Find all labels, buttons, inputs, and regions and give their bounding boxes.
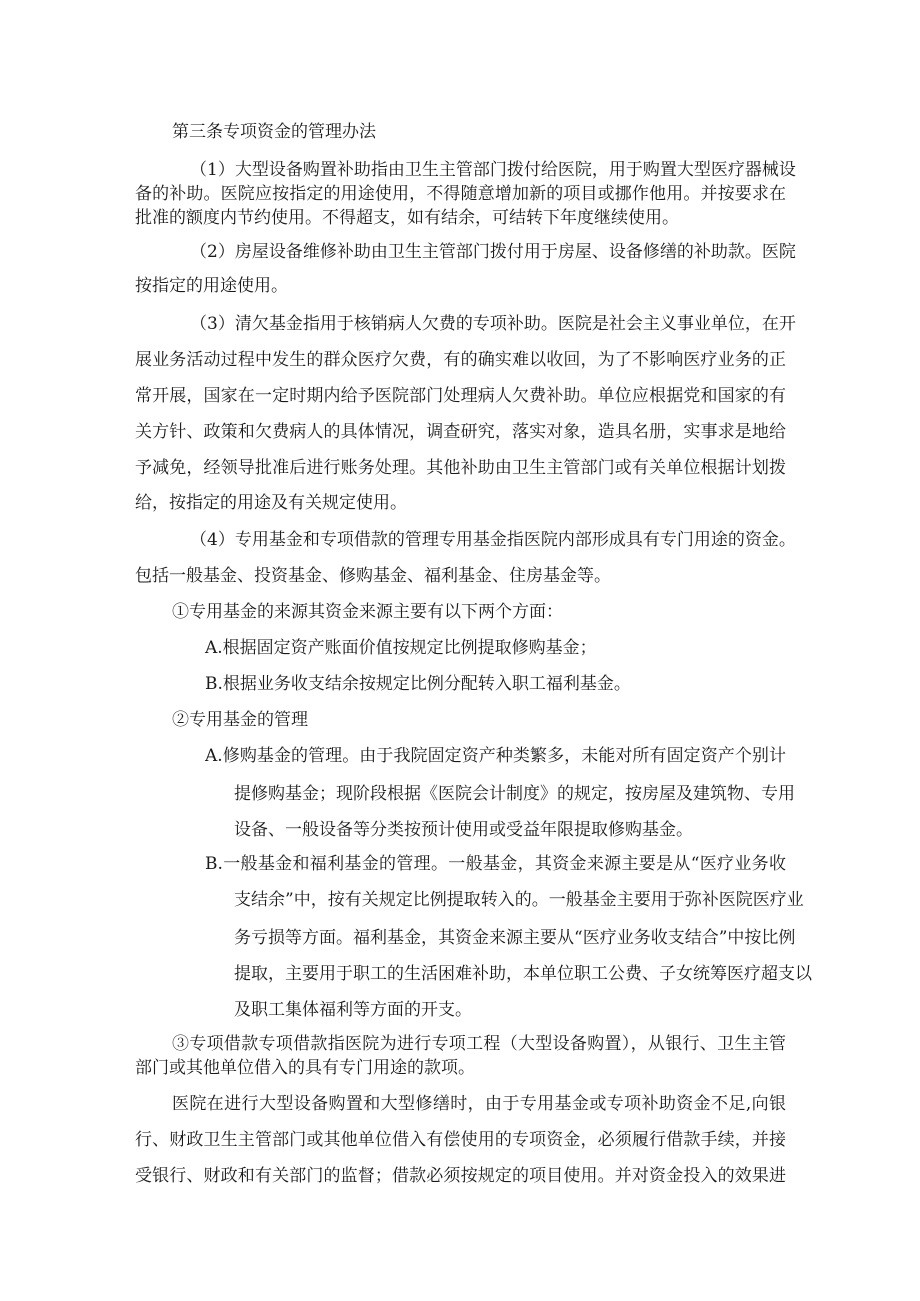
paragraph-line: 予减免，经领导批准后进行账务处理。其他补助由卫生主管部门或有关单位根据计划拨	[135, 458, 786, 478]
list-item: ①专用基金的来源其资金来源主要有以下两个方面：	[172, 602, 563, 622]
list-item-line: A.修购基金的管理。由于我院固定资产种类繁多，未能对所有固定资产个别计	[205, 746, 786, 766]
list-item: A.根据固定资产账面价值按规定比例提取修购基金；	[205, 638, 597, 658]
paragraph-line: ③专项借款专项借款指医院为进行专项工程（大型设备购置），从银行、卫生主管	[172, 1034, 786, 1054]
paragraph-line: （1）大型设备购置补助指由卫生主管部门拨付给医院，用于购置大型医疗器械设	[190, 160, 796, 180]
list-item-line: 提修购基金；现阶段根据《医院会计制度》的规定，按房屋及建筑物、专用	[234, 784, 795, 804]
paragraph-line: 医院在进行大型设备购置和大型修缮时，由于专用基金或专项补助资金不足,向银	[172, 1094, 786, 1114]
paragraph-line: （3）清欠基金指用于核销病人欠费的专项补助。医院是社会主义事业单位，在开	[190, 314, 796, 334]
paragraph-line: 行、财政卫生主管部门或其他单位借入有偿使用的专项资金，必须履行借款手续，并接	[135, 1130, 786, 1150]
paragraph-line: 备的补助。医院应按指定的用途使用，不得随意增加新的项目或挪作他用。并按要求在	[135, 184, 786, 204]
list-item-line: 及职工集体福利等方面的开支。	[234, 1000, 472, 1020]
list-item-line: 提取，主要用于职工的生活困难补助，本单位职工公费、子女统筹医疗超支以	[234, 964, 812, 984]
paragraph-line: 部门或其他单位借入的具有专门用途的款项。	[135, 1058, 475, 1078]
paragraph-line: 包括一般基金、投资基金、修购基金、福利基金、住房基金等。	[135, 566, 611, 586]
list-item-line: 支结余”中，按有关规定比例提取转入的。一般基金主要用于弥补医院医疗业	[234, 890, 804, 910]
paragraph-line: （2）房屋设备维修补助由卫生主管部门拨付用于房屋、设备修缮的补助款。医院	[190, 242, 796, 262]
paragraph-line: 批准的额度内节约使用。不得超支，如有结余，可结转下年度继续使用。	[135, 208, 679, 228]
paragraph-line: 展业务活动过程中发生的群众医疗欠费，有的确实难以收回，为了不影响医疗业务的正	[135, 350, 786, 370]
paragraph-line: 常开展，国家在一定时期内给予医院部门处理病人欠费补助。单位应根据党和国家的有	[135, 386, 786, 406]
paragraph-line: 按指定的用途使用。	[135, 276, 288, 296]
list-item-line: 务亏损等方面。福利基金，其资金来源主要从“医疗业务收支结合”中按比例	[234, 928, 796, 948]
section-heading: 第三条专项资金的管理办法	[172, 122, 376, 142]
list-item-line: 设备、一般设备等分类按预计使用或受益年限提取修购基金。	[234, 820, 693, 840]
list-item: B.根据业务收支结余按规定比例分配转入职工福利基金。	[205, 674, 631, 694]
list-item: ②专用基金的管理	[172, 710, 308, 730]
list-item-line: B.一般基金和福利基金的管理。一般基金，其资金来源主要是从“医疗业务收	[205, 854, 786, 874]
paragraph-line: （4）专用基金和专项借款的管理专用基金指医院内部形成具有专门用途的资金。	[190, 530, 796, 550]
paragraph-line: 给，按指定的用途及有关规定使用。	[135, 493, 407, 513]
paragraph-line: 关方针、政策和欠费病人的具体情况，调查研究，落实对象，造具名册，实事求是地给	[135, 422, 786, 442]
paragraph-line: 受银行、财政和有关部门的监督；借款必须按规定的项目使用。并对资金投入的效果进	[135, 1166, 786, 1186]
